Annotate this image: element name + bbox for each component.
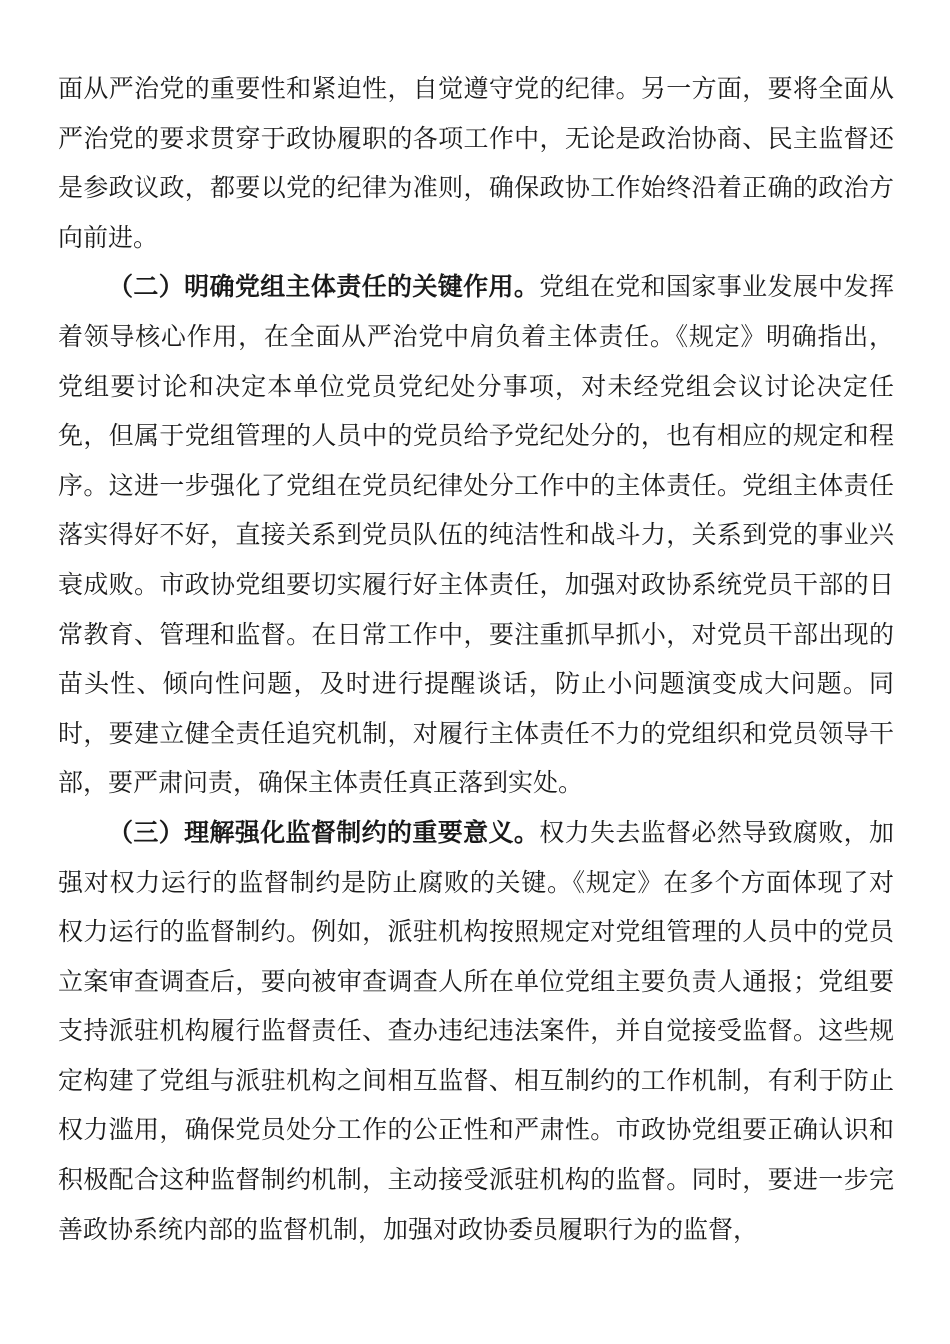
paragraph-body: 权力失去监督必然导致腐败，加强对权力运行的监督制约是防止腐败的关键。《规定》在多个方面体现了对权力运行的监督制约。例如，派驻机构按照规定对党组管理的人员中的党员立案审查调查后，要向被审查调查人所在单位党组主要负责人通报；党组要支持派驻机构履行监督责任、查办违纪违法案件，并自觉接受监督。这些规定构建了党组与派驻机构之间相互监督、相互制约的工作机制，有利于防止权力滥用，确保党员处分工作的公正性和严肃性。市政协党组要正确认识和积极配合这种监督制约机制，主动接受派驻机构的监督。同时，要进一步完善政协系统内部的监督机制，加强对政协委员履职行为的监督，	[58, 817, 894, 1244]
section-heading: （二）明确党组主体责任的关键作用。	[108, 272, 540, 302]
document-page	[58, 64, 894, 1254]
section-heading: （三）理解强化监督制约的重要意义。	[108, 817, 540, 847]
paragraph-section-3	[58, 808, 894, 1254]
paragraph-section-2	[58, 262, 894, 808]
paragraph-body: 党组在党和国家事业发展中发挥着领导核心作用，在全面从严治党中肩负着主体责任。《规定》明确指出，党组要讨论和决定本单位党员党纪处分事项，对未经党组会议讨论决定任免，但属于党组管理的人员中的党员给予党纪处分的，也有相应的规定和程序。这进一步强化了党组在党员纪律处分工作中的主体责任。党组主体责任落实得好不好，直接关系到党员队伍的纯洁性和战斗力，关系到党的事业兴衰成败。市政协党组要切实履行好主体责任，加强对政协系统党员干部的日常教育、管理和监督。在日常工作中，要注重抓早抓小，对党员干部出现的苗头性、倾向性问题，及时进行提醒谈话，防止小问题演变成大问题。同时，要建立健全责任追究机制，对履行主体责任不力的党组织和党员领导干部，要严肃问责，确保主体责任真正落到实处。	[58, 272, 894, 798]
paragraph-continuation	[58, 64, 894, 262]
paragraph-body: 面从严治党的重要性和紧迫性，自觉遵守党的纪律。另一方面，要将全面从严治党的要求贯穿于政协履职的各项工作中，无论是政治协商、民主监督还是参政议政，都要以党的纪律为准则，确保政协工作始终沿着正确的政治方向前进。	[58, 74, 894, 252]
